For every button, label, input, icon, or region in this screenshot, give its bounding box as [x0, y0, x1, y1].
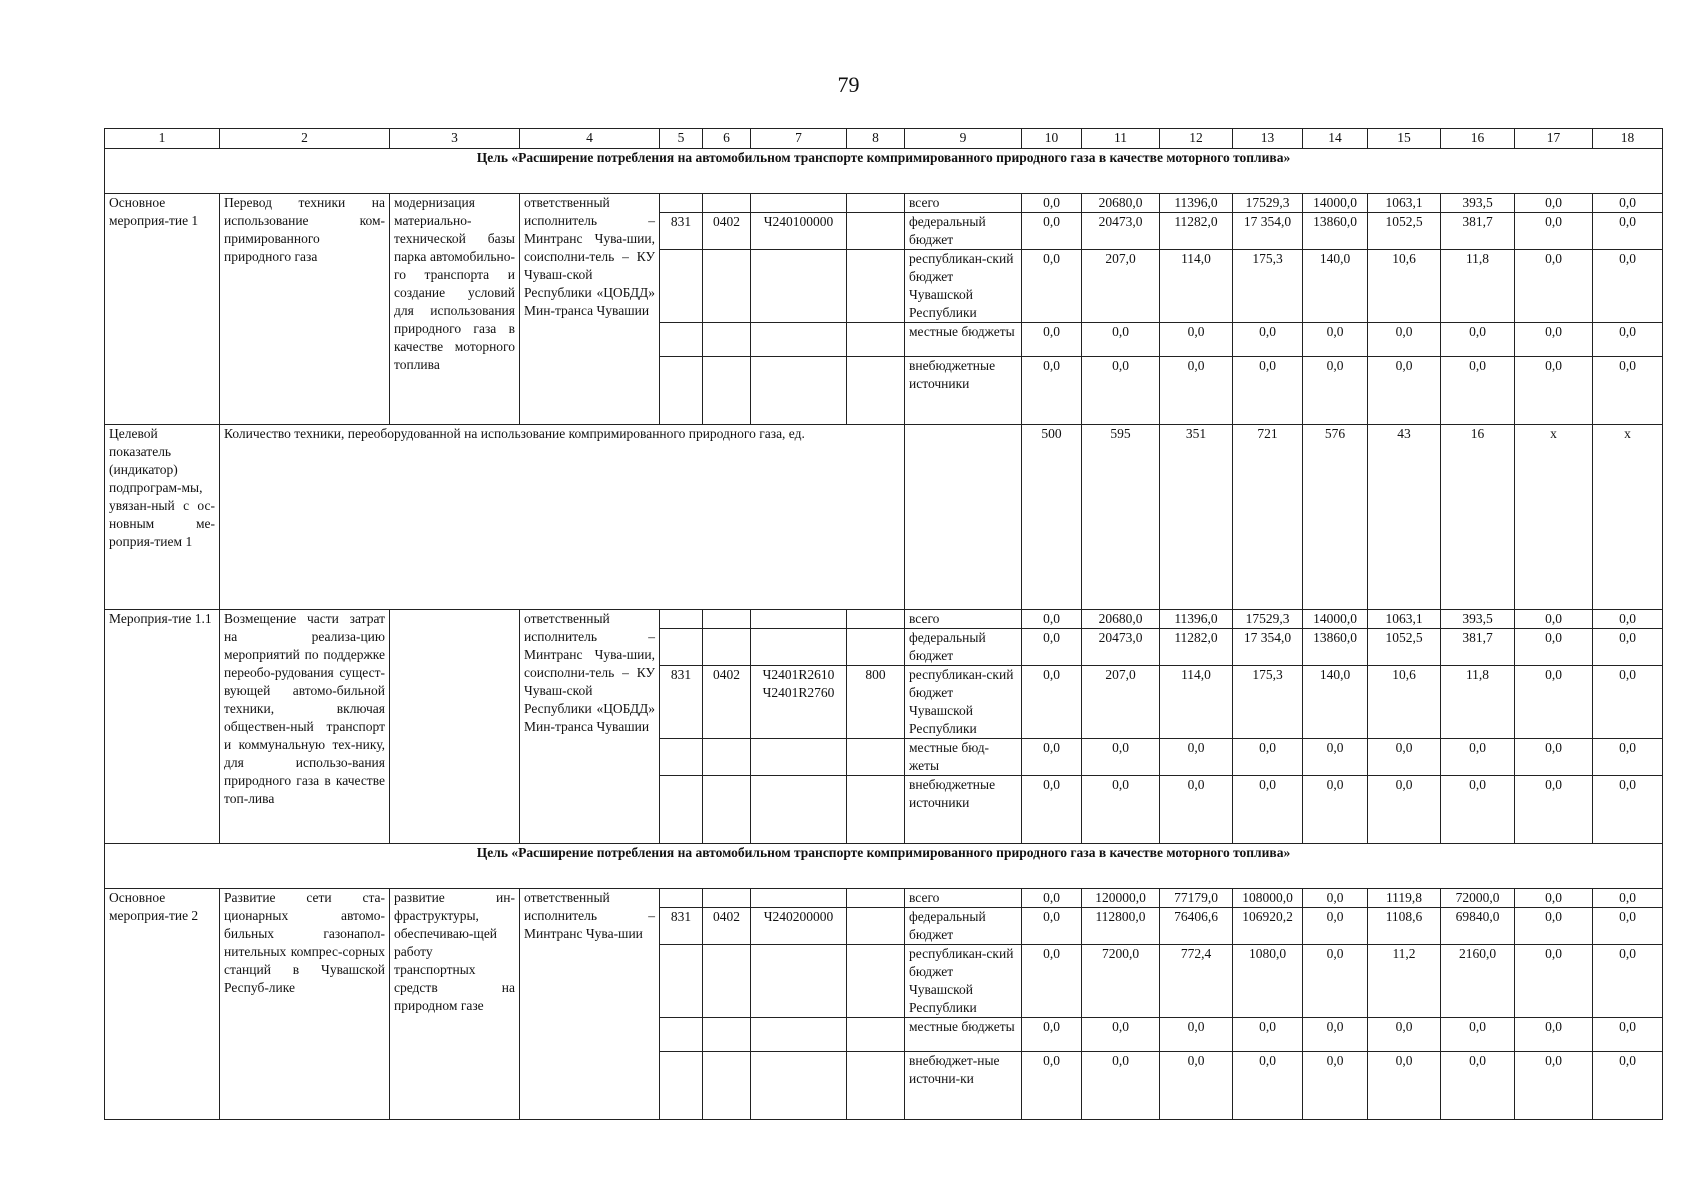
activity-title: Перевод техники на использование ком-примированного природного газа: [220, 194, 390, 425]
vr-code: [847, 213, 905, 250]
code-empty: [703, 945, 751, 1018]
funding-value: 17529,3: [1233, 194, 1303, 213]
rzpr-code: 0402: [703, 908, 751, 945]
funding-value: 0,0: [1160, 739, 1233, 776]
activity-name: Основное мероприя-тие 1: [105, 194, 220, 425]
column-header: 9: [905, 129, 1022, 149]
grbs-code: 831: [660, 908, 703, 945]
code-empty: [847, 776, 905, 844]
funding-value: 0,0: [1593, 629, 1663, 666]
column-header: 18: [1593, 129, 1663, 149]
code-empty: [847, 250, 905, 323]
funding-value: 0,0: [1593, 908, 1663, 945]
column-header: 3: [390, 129, 520, 149]
funding-source: местные бюд-жеты: [905, 739, 1022, 776]
funding-source: республикан-ский бюджет Чувашской Республики: [905, 250, 1022, 323]
funding-value: 0,0: [1022, 1052, 1082, 1120]
column-header: 17: [1515, 129, 1593, 149]
funding-value: 0,0: [1022, 629, 1082, 666]
funding-source: федеральный бюджет: [905, 908, 1022, 945]
code-empty: [660, 739, 703, 776]
code-empty: [660, 1052, 703, 1120]
funding-value: 0,0: [1022, 889, 1082, 908]
code-empty: [751, 194, 847, 213]
funding-value: 1119,8: [1368, 889, 1441, 908]
code-empty: [703, 1018, 751, 1052]
funding-value: 381,7: [1441, 213, 1515, 250]
column-header: 6: [703, 129, 751, 149]
indicator-empty: [905, 425, 1022, 610]
funding-value: 0,0: [1022, 610, 1082, 629]
funding-value: 0,0: [1022, 666, 1082, 739]
activity-title: Развитие сети ста-ционарных автомо-бильных газонапол-нительных компрес-сорных станций в Чувашской Респуб-лике: [220, 889, 390, 1120]
funding-value: 0,0: [1593, 666, 1663, 739]
funding-value: 0,0: [1233, 776, 1303, 844]
funding-value: 0,0: [1593, 889, 1663, 908]
funding-value: 20473,0: [1082, 629, 1160, 666]
funding-value: 11,2: [1368, 945, 1441, 1018]
code-empty: [751, 610, 847, 629]
funding-value: 0,0: [1303, 357, 1368, 425]
grbs-code: 831: [660, 666, 703, 739]
funding-value: 0,0: [1593, 194, 1663, 213]
column-header: 1: [105, 129, 220, 149]
funding-value: 393,5: [1441, 194, 1515, 213]
funding-value: 0,0: [1160, 323, 1233, 357]
code-empty: [703, 323, 751, 357]
activity-result: модернизация материально-технической базы парка автомобильно-го транспорта и создание условий для использования природного газа в качестве моторного топлива: [390, 194, 520, 425]
column-header-row: [105, 129, 1663, 149]
funding-value: 0,0: [1593, 610, 1663, 629]
funding-value: 207,0: [1082, 250, 1160, 323]
funding-value: 1052,5: [1368, 629, 1441, 666]
indicator-value: 43: [1368, 425, 1441, 610]
funding-value: 13860,0: [1303, 629, 1368, 666]
code-empty: [751, 629, 847, 666]
column-header: 8: [847, 129, 905, 149]
column-header: 11: [1082, 129, 1160, 149]
code-empty: [703, 194, 751, 213]
funding-value: 0,0: [1022, 250, 1082, 323]
csr-code: Ч2401R2610 Ч2401R2760: [751, 666, 847, 739]
funding-value: 106920,2: [1233, 908, 1303, 945]
column-header: 5: [660, 129, 703, 149]
vr-code: 800: [847, 666, 905, 739]
funding-value: 0,0: [1022, 357, 1082, 425]
funding-value: 0,0: [1303, 1018, 1368, 1052]
column-header: 16: [1441, 129, 1515, 149]
activity-name: Основное мероприя-тие 2: [105, 889, 220, 1120]
funding-source: всего: [905, 889, 1022, 908]
funding-value: 69840,0: [1441, 908, 1515, 945]
code-empty: [847, 889, 905, 908]
funding-value: 175,3: [1233, 250, 1303, 323]
code-empty: [660, 323, 703, 357]
funding-source: республикан-ский бюджет Чувашской Республики: [905, 945, 1022, 1018]
funding-value: 0,0: [1441, 1018, 1515, 1052]
funding-value: 10,6: [1368, 666, 1441, 739]
funding-value: 0,0: [1160, 1052, 1233, 1120]
funding-value: 0,0: [1082, 1018, 1160, 1052]
funding-value: 0,0: [1303, 908, 1368, 945]
funding-value: 17 354,0: [1233, 213, 1303, 250]
funding-value: 0,0: [1022, 323, 1082, 357]
funding-value: 0,0: [1082, 739, 1160, 776]
funding-value: 0,0: [1441, 776, 1515, 844]
indicator-value: 595: [1082, 425, 1160, 610]
column-header: 15: [1368, 129, 1441, 149]
grbs-code: 831: [660, 213, 703, 250]
goal-title: Цель «Расширение потребления на автомобильном транспорте компримированного природного газа в качестве моторного топлива»: [105, 149, 1663, 194]
funding-value: 0,0: [1022, 945, 1082, 1018]
funding-value: 0,0: [1593, 739, 1663, 776]
code-empty: [847, 357, 905, 425]
funding-value: 0,0: [1515, 908, 1593, 945]
funding-source: внебюджетные источники: [905, 357, 1022, 425]
code-empty: [660, 629, 703, 666]
code-empty: [847, 610, 905, 629]
funding-source: федеральный бюджет: [905, 629, 1022, 666]
funding-value: 11396,0: [1160, 194, 1233, 213]
indicator-value: x: [1515, 425, 1593, 610]
funding-value: 0,0: [1441, 739, 1515, 776]
code-empty: [703, 357, 751, 425]
funding-value: 0,0: [1368, 1052, 1441, 1120]
page-number: 79: [837, 72, 860, 97]
funding-source: местные бюджеты: [905, 323, 1022, 357]
funding-value: 13860,0: [1303, 213, 1368, 250]
code-empty: [847, 629, 905, 666]
indicator-name: Целевой показатель (индикатор) подпрограм-мы, увязан-ный с ос-новным ме-роприя-тием 1: [105, 425, 220, 610]
funding-value: 0,0: [1515, 250, 1593, 323]
code-empty: [751, 323, 847, 357]
funding-value: 381,7: [1441, 629, 1515, 666]
funding-value: 0,0: [1593, 1052, 1663, 1120]
funding-value: 2160,0: [1441, 945, 1515, 1018]
code-empty: [660, 776, 703, 844]
funding-value: 0,0: [1303, 776, 1368, 844]
funding-value: 10,6: [1368, 250, 1441, 323]
column-header: 4: [520, 129, 660, 149]
activity-executor: ответственный исполнитель – Минтранс Чува-шии, соисполни-тель – КУ Чуваш-ской Республики «ЦОБДД» Мин-транса Чувашии: [520, 610, 660, 844]
funding-value: 1052,5: [1368, 213, 1441, 250]
activity-result: развитие ин-фраструктуры, обеспечиваю-щей работу транспортных средств на природном газе: [390, 889, 520, 1120]
code-empty: [703, 610, 751, 629]
code-empty: [751, 357, 847, 425]
funding-value: 0,0: [1160, 776, 1233, 844]
funding-value: 0,0: [1233, 357, 1303, 425]
funding-row: [105, 610, 1663, 629]
funding-value: 0,0: [1160, 1018, 1233, 1052]
funding-value: 0,0: [1368, 1018, 1441, 1052]
funding-value: 0,0: [1368, 357, 1441, 425]
indicator-value: x: [1593, 425, 1663, 610]
funding-source: внебюджет-ные источни-ки: [905, 1052, 1022, 1120]
funding-value: 0,0: [1368, 739, 1441, 776]
funding-value: 0,0: [1593, 776, 1663, 844]
code-empty: [703, 629, 751, 666]
funding-value: 0,0: [1593, 213, 1663, 250]
funding-value: 0,0: [1022, 1018, 1082, 1052]
code-empty: [660, 194, 703, 213]
code-empty: [847, 323, 905, 357]
funding-value: 108000,0: [1233, 889, 1303, 908]
funding-value: 0,0: [1593, 250, 1663, 323]
column-header: 14: [1303, 129, 1368, 149]
funding-value: 772,4: [1160, 945, 1233, 1018]
funding-value: 17 354,0: [1233, 629, 1303, 666]
program-table: [104, 128, 1663, 1120]
code-empty: [703, 739, 751, 776]
funding-value: 17529,3: [1233, 610, 1303, 629]
funding-value: 0,0: [1022, 739, 1082, 776]
code-empty: [660, 1018, 703, 1052]
code-empty: [703, 776, 751, 844]
funding-value: 14000,0: [1303, 194, 1368, 213]
goal-title: Цель «Расширение потребления на автомобильном транспорте компримированного природного газа в качестве моторного топлива»: [105, 844, 1663, 889]
funding-source: всего: [905, 194, 1022, 213]
indicator-value: 576: [1303, 425, 1368, 610]
funding-value: 0,0: [1515, 629, 1593, 666]
column-header: 13: [1233, 129, 1303, 149]
funding-value: 0,0: [1233, 323, 1303, 357]
code-empty: [703, 889, 751, 908]
funding-value: 0,0: [1593, 323, 1663, 357]
code-empty: [751, 1052, 847, 1120]
funding-value: 0,0: [1233, 739, 1303, 776]
funding-value: 0,0: [1515, 323, 1593, 357]
code-empty: [751, 1018, 847, 1052]
funding-value: 0,0: [1515, 1018, 1593, 1052]
funding-value: 0,0: [1082, 357, 1160, 425]
code-empty: [660, 250, 703, 323]
funding-value: 120000,0: [1082, 889, 1160, 908]
code-empty: [660, 610, 703, 629]
funding-value: 0,0: [1515, 1052, 1593, 1120]
funding-value: 112800,0: [1082, 908, 1160, 945]
funding-source: местные бюджеты: [905, 1018, 1022, 1052]
code-empty: [660, 357, 703, 425]
code-empty: [703, 250, 751, 323]
activity-executor: ответственный исполнитель – Минтранс Чува-шии: [520, 889, 660, 1120]
funding-value: 0,0: [1515, 213, 1593, 250]
funding-value: 0,0: [1233, 1052, 1303, 1120]
goal-row: [105, 149, 1663, 194]
funding-value: 0,0: [1082, 323, 1160, 357]
funding-value: 0,0: [1593, 1018, 1663, 1052]
funding-value: 0,0: [1303, 739, 1368, 776]
funding-value: 14000,0: [1303, 610, 1368, 629]
funding-value: 0,0: [1515, 194, 1593, 213]
indicator-value: 500: [1022, 425, 1082, 610]
funding-value: 140,0: [1303, 250, 1368, 323]
funding-value: 20680,0: [1082, 610, 1160, 629]
funding-value: 0,0: [1233, 1018, 1303, 1052]
rzpr-code: 0402: [703, 666, 751, 739]
activity-name: Мероприя-тие 1.1: [105, 610, 220, 844]
code-empty: [751, 250, 847, 323]
code-empty: [703, 1052, 751, 1120]
funding-value: 0,0: [1368, 323, 1441, 357]
funding-value: 77179,0: [1160, 889, 1233, 908]
funding-value: 0,0: [1303, 945, 1368, 1018]
funding-value: 0,0: [1515, 610, 1593, 629]
funding-value: 11,8: [1441, 666, 1515, 739]
funding-value: 7200,0: [1082, 945, 1160, 1018]
funding-value: 0,0: [1082, 1052, 1160, 1120]
funding-value: 0,0: [1022, 908, 1082, 945]
column-header: 2: [220, 129, 390, 149]
funding-value: 0,0: [1593, 357, 1663, 425]
code-empty: [751, 776, 847, 844]
funding-value: 0,0: [1022, 213, 1082, 250]
funding-value: 11396,0: [1160, 610, 1233, 629]
funding-source: внебюджетные источники: [905, 776, 1022, 844]
indicator-text: Количество техники, переоборудованной на использование компримированного природного газа, ед.: [220, 425, 905, 610]
funding-source: республикан-ский бюджет Чувашской Республики: [905, 666, 1022, 739]
funding-value: 0,0: [1515, 776, 1593, 844]
column-header: 12: [1160, 129, 1233, 149]
funding-value: 1108,6: [1368, 908, 1441, 945]
goal-row: [105, 844, 1663, 889]
funding-value: 0,0: [1022, 776, 1082, 844]
funding-value: 0,0: [1082, 776, 1160, 844]
column-header: 7: [751, 129, 847, 149]
indicator-value: 351: [1160, 425, 1233, 610]
indicator-value: 16: [1441, 425, 1515, 610]
csr-code: Ч240200000: [751, 908, 847, 945]
indicator-value: 721: [1233, 425, 1303, 610]
code-empty: [847, 1052, 905, 1120]
funding-value: 0,0: [1515, 889, 1593, 908]
csr-code: Ч240100000: [751, 213, 847, 250]
funding-value: 114,0: [1160, 666, 1233, 739]
rzpr-code: 0402: [703, 213, 751, 250]
funding-value: 0,0: [1441, 323, 1515, 357]
activity-result: [390, 610, 520, 844]
funding-row: [105, 889, 1663, 908]
funding-value: 0,0: [1515, 945, 1593, 1018]
column-header: 10: [1022, 129, 1082, 149]
funding-value: 1080,0: [1233, 945, 1303, 1018]
funding-value: 0,0: [1303, 323, 1368, 357]
indicator-row: [105, 425, 1663, 610]
code-empty: [751, 739, 847, 776]
code-empty: [847, 739, 905, 776]
funding-value: 0,0: [1515, 357, 1593, 425]
funding-value: 0,0: [1160, 357, 1233, 425]
code-empty: [660, 945, 703, 1018]
funding-value: 20680,0: [1082, 194, 1160, 213]
funding-value: 0,0: [1303, 889, 1368, 908]
code-empty: [751, 945, 847, 1018]
funding-source: всего: [905, 610, 1022, 629]
code-empty: [660, 889, 703, 908]
funding-value: 76406,6: [1160, 908, 1233, 945]
activity-executor: ответственный исполнитель – Минтранс Чува-шии, соисполни-тель – КУ Чуваш-ской Республики «ЦОБДД» Мин-транса Чувашии: [520, 194, 660, 425]
funding-source: федеральный бюджет: [905, 213, 1022, 250]
code-empty: [847, 194, 905, 213]
funding-value: 0,0: [1303, 1052, 1368, 1120]
funding-value: 0,0: [1441, 357, 1515, 425]
funding-value: 1063,1: [1368, 194, 1441, 213]
funding-value: 72000,0: [1441, 889, 1515, 908]
activity-title: Возмещение части затрат на реализа-цию мероприятий по поддержке переобо-рудования сущест-вующей автомо-бильной техники, включая обществен-ный транспорт и коммунальную тех-нику, для использо-вания природного газа в качестве топ-лива: [220, 610, 390, 844]
vr-code: [847, 908, 905, 945]
funding-value: 0,0: [1593, 945, 1663, 1018]
code-empty: [847, 945, 905, 1018]
funding-row: [105, 194, 1663, 213]
funding-value: 393,5: [1441, 610, 1515, 629]
code-empty: [847, 1018, 905, 1052]
code-empty: [751, 889, 847, 908]
funding-value: 11282,0: [1160, 213, 1233, 250]
funding-value: 0,0: [1368, 776, 1441, 844]
funding-value: 0,0: [1515, 666, 1593, 739]
funding-value: 175,3: [1233, 666, 1303, 739]
funding-value: 0,0: [1022, 194, 1082, 213]
funding-value: 0,0: [1515, 739, 1593, 776]
funding-value: 140,0: [1303, 666, 1368, 739]
funding-value: 20473,0: [1082, 213, 1160, 250]
funding-value: 0,0: [1441, 1052, 1515, 1120]
funding-value: 11282,0: [1160, 629, 1233, 666]
funding-value: 207,0: [1082, 666, 1160, 739]
funding-value: 114,0: [1160, 250, 1233, 323]
funding-value: 11,8: [1441, 250, 1515, 323]
funding-value: 1063,1: [1368, 610, 1441, 629]
